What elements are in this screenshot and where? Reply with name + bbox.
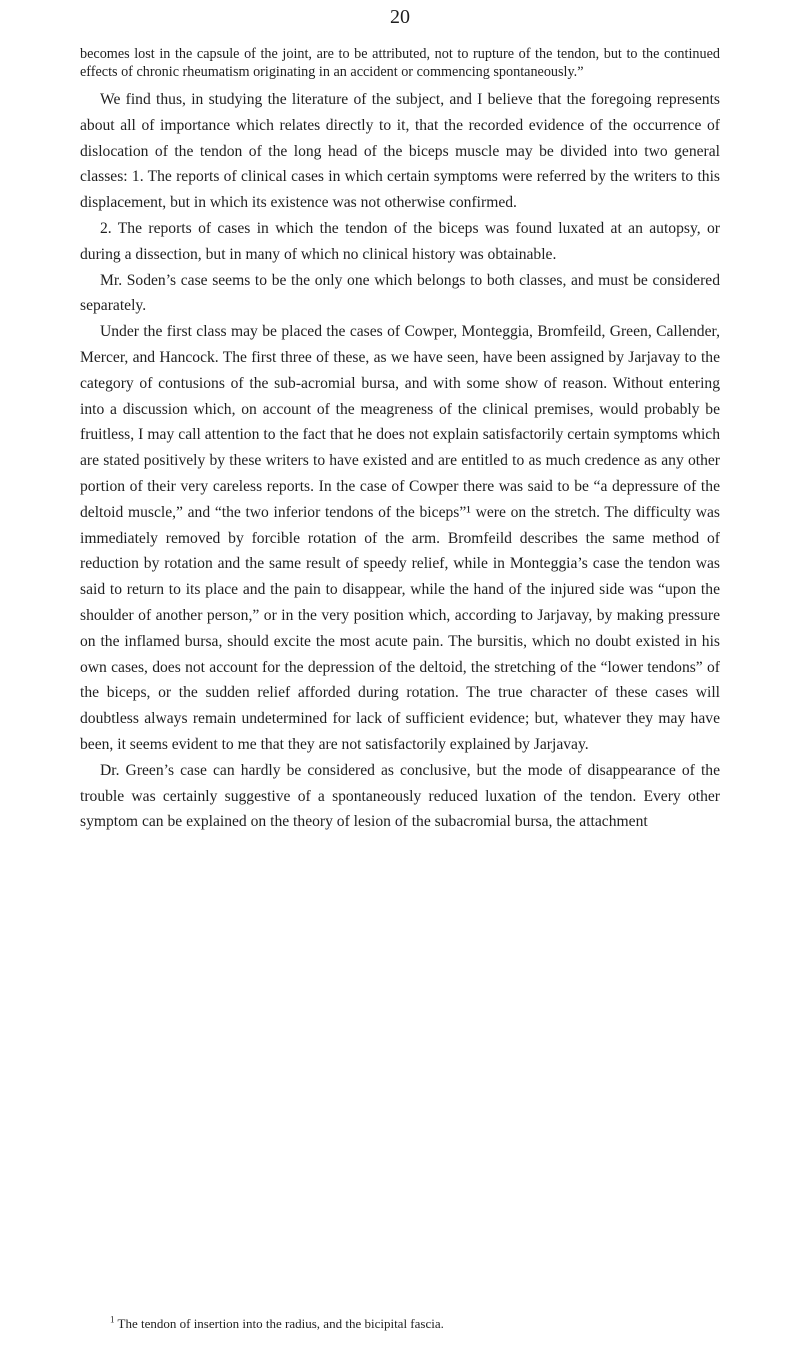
paragraph: Dr. Green’s case can hardly be considered as conclusive, but the mode of disappearance of the trouble was certainly suggestive of a spontaneously reduced luxation of the tendon. Every other symptom can be explained on the theory of lesion of the subacromial bursa, the attachment bbox=[80, 761, 720, 831]
footnote-marker: 1 bbox=[110, 1314, 115, 1325]
paragraph: We find thus, in studying the literature of the subject, and I believe that the foregoing represents about all of importance which relates directly to it, that the recorded evidence of the occurrence of dislocation of the tendon of the long head of the biceps muscle may be divided into two general classes: 1. The reports of clinical cases in which certain symptoms were referred by the writers to this displacement, but in which its existence was not otherwise confirmed. bbox=[80, 91, 720, 212]
paragraph: 2. The reports of cases in which the tendon of the biceps was found luxated at an autopsy, or during a dissection, but in many of which no clinical history was obtainable. bbox=[80, 219, 720, 263]
quoted-passage: becomes lost in the capsule of the joint, are to be attributed, not to rupture of the tendon, but to the continued effects of chronic rheumatism originating in an accident or commencing spontaneously.” bbox=[80, 46, 720, 80]
footnote bbox=[110, 1316, 720, 1332]
footnote-text: The tendon of insertion into the radius, and the bicipital fascia. bbox=[117, 1316, 444, 1331]
body-text bbox=[80, 46, 720, 835]
paragraph: Mr. Soden’s case seems to be the only one which belongs to both classes, and must be considered separately. bbox=[80, 271, 720, 315]
paragraph: Under the first class may be placed the cases of Cowper, Monteggia, Bromfeild, Green, Callender, Mercer, and Hancock. The first three of these, as we have seen, have been assigned by Jarjavay to the category of contusions of the sub-acromial bursa, and with some show of reason. Without entering into a discussion which, on account of the meagreness of the clinical premises, would probably be fruitless, I may call attention to the fact that he does not explain satisfactorily certain symptoms which are stated positively by these writers to have existed and are entitled to as much credence as any other portion of their very careless reports. In the case of Cowper there was said to be “a depressure of the deltoid muscle,” and “the two inferior tendons of the biceps”¹ were on the stretch. The difficulty was immediately removed by forcible rotation of the arm. Bromfeild describes the same method of reduction by rotation and the same result of speedy relief, while in Monteggia’s case the tendon was said to return to its place and the pain to disappear, while the hand of the injured side was “upon the shoulder of another person,” or in the very position which, according to Jarjavay, by making pressure on the inflamed bursa, should excite the most acute pain. The bursitis, which no doubt existed in his own cases, does not account for the depression of the deltoid, the stretching of the “lower tendons” of the biceps, or the sudden relief afforded during rotation. The true character of these cases will doubtless always remain undetermined for lack of sufficient evidence; but, whatever they may have been, it seems evident to me that they are not satisfactorily explained by Jarjavay. bbox=[80, 323, 720, 753]
page-number: 20 bbox=[390, 6, 410, 28]
